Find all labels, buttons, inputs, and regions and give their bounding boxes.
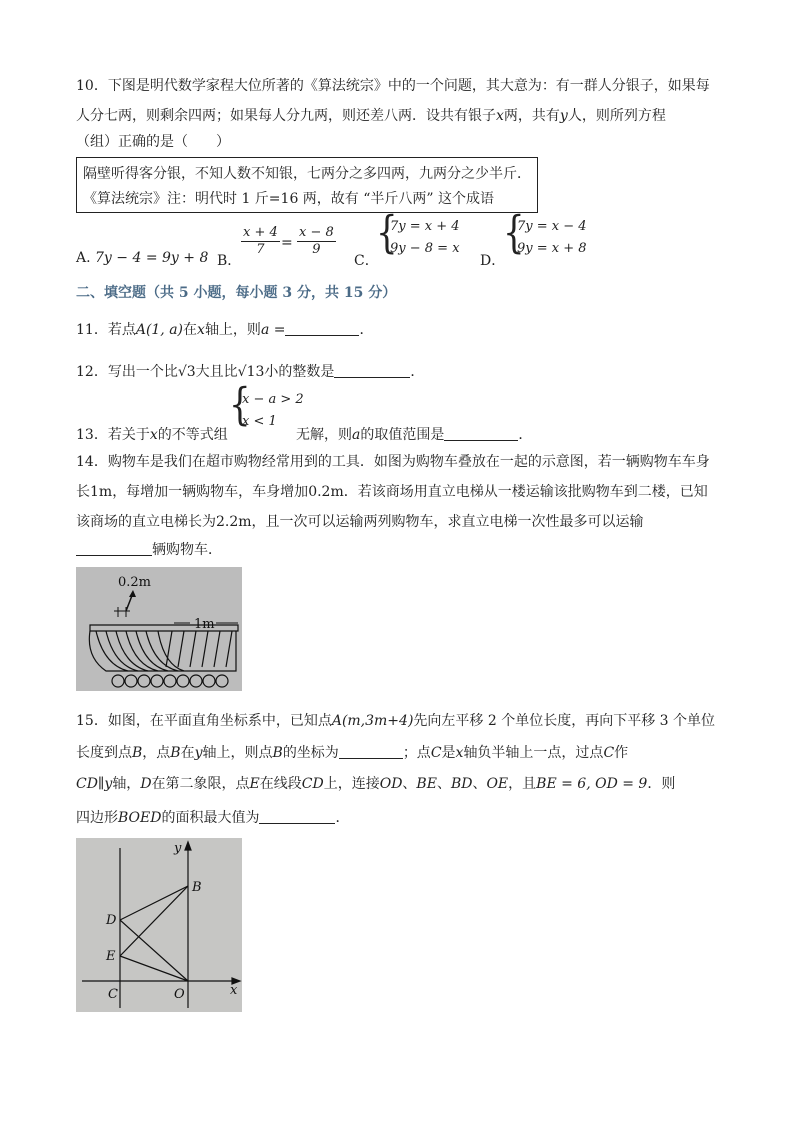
quote-line2: 《算法统宗》注：明代时 1 斤=16 两，故有 “半斤八两” 这个成语: [83, 191, 495, 207]
q15-E: E: [249, 776, 260, 792]
q13-system: [242, 389, 304, 433]
q15-l3a: CD∥y: [76, 776, 113, 792]
q15-BD: BD: [450, 776, 473, 792]
q15-cond: BE = 6, OD = 9: [536, 776, 648, 792]
option-c-eq1: 7y = x + 4: [390, 219, 460, 234]
q15-line4: [76, 808, 349, 828]
q13-b: 的不等式组: [157, 427, 228, 443]
frac1-num: x + 4: [243, 225, 278, 240]
q10-text-2a: 人分七两，则剩余四两；如果每人分九两，则还差八两．设共有银子: [76, 108, 496, 124]
q10-line2: [76, 106, 666, 126]
q12-answer-blank[interactable]: [334, 363, 410, 378]
q14-l3b: ，且一次可以运输两列购物车，求直立电梯一次性最多可以运输: [251, 514, 644, 530]
q14-v2: 0.2m: [308, 484, 344, 500]
q11-x: x: [197, 322, 205, 338]
q15-l2e: 的坐标为: [282, 745, 339, 761]
option-c-label: C．: [354, 253, 379, 269]
q13-a: [76, 424, 228, 444]
option-c-system: [390, 216, 460, 260]
option-d-eq1: 7y = x − 4: [517, 219, 587, 234]
q13-ineq2: x < 1: [242, 414, 277, 429]
option-b-label: B．: [217, 253, 242, 269]
q15-y: y: [194, 745, 203, 761]
q15-BOED: BOED: [118, 810, 162, 826]
q10-line1: 10．下图是明代数学家程大位所著的《算法统宗》中的一个问题，其大意为：有一群人分银子，如果每: [76, 78, 710, 94]
option-d-system: [517, 216, 587, 260]
q13-ineq1: x − a > 2: [242, 392, 304, 407]
q15-B1: B: [132, 745, 143, 761]
q11-point: A(1, a): [135, 322, 184, 338]
q15-line3: [76, 774, 675, 794]
q15-l3c: 在第二象限，点: [151, 776, 250, 792]
frac1-den: 7: [256, 242, 265, 257]
frac2-den: 9: [312, 242, 321, 257]
q15-B3: B: [272, 745, 283, 761]
q13-b-part: [296, 424, 532, 444]
q15-l2h: 轴负半轴上一点，过点: [463, 745, 604, 761]
q14-l4: 辆购物车．: [152, 542, 222, 558]
fig-label-0.2m: 0.2m: [118, 575, 152, 590]
q13-c: 无解，则: [296, 427, 352, 443]
q13-x: x: [149, 427, 158, 443]
q15-l1a: 15．如图，在平面直角坐标系中，已知点: [76, 713, 332, 729]
q15-BE: BE: [416, 776, 437, 792]
q11-answer-blank[interactable]: [285, 321, 359, 336]
fig-label-O: O: [174, 987, 185, 1002]
q15-l1b: 先向左平移 2 个单位长度，再向下平移 3 个单位: [413, 713, 716, 729]
q11-expr: a =: [260, 322, 286, 338]
option-d-eq2: 9y = x + 8: [517, 241, 587, 256]
q14-line4: [76, 540, 222, 560]
q14-l2b: ，每增加一辆购物车，车身增加: [112, 484, 309, 500]
q10-option-a: [76, 250, 208, 266]
q12-b: 大且比: [195, 364, 238, 380]
option-d-brace: {: [503, 207, 525, 259]
coordinate-svg: [76, 838, 242, 1012]
q15-l3g: 、: [436, 776, 451, 792]
q11-c: 轴上，则: [204, 322, 261, 338]
q14-line1: 14．购物车是我们在超市购物经常用到的工具．如图为购物车叠放在一起的示意图，若一辆购物车车身: [76, 454, 710, 470]
q14-line3: [76, 512, 644, 532]
fig-label-E: E: [106, 949, 116, 964]
fig-label-D: D: [106, 913, 117, 928]
q15-l3b: 轴，: [112, 776, 141, 792]
q15-l3h: 、: [472, 776, 487, 792]
q15-pointA: A(m,3m+4): [331, 713, 414, 729]
q14-v1: 1m: [90, 484, 113, 500]
q15-B2: B: [170, 745, 181, 761]
q15-line2: [76, 743, 628, 763]
q10-quote-box: [76, 157, 538, 213]
shopping-cart-svg: [76, 567, 242, 691]
q15-l3i: ，且: [508, 776, 537, 792]
q13-d: 的取值范围是: [360, 427, 445, 443]
q15-l3d: 在线段: [259, 776, 302, 792]
q15-l2b: ，点: [142, 745, 171, 761]
shopping-cart-figure: [76, 567, 242, 691]
q15-l3f: 、: [402, 776, 417, 792]
q11-end: ．: [359, 322, 374, 338]
q10-var-y: y: [559, 108, 568, 124]
q15-l2d: 轴上，则点: [202, 745, 273, 761]
q14-l3a: 该商场的直立电梯长为: [76, 514, 216, 530]
fig-label-C: C: [108, 987, 118, 1002]
q15-l4b: 的面积最大值为: [161, 810, 260, 826]
q13-var: a: [352, 427, 361, 443]
q11-a: 11．若点: [76, 322, 136, 338]
q13-a-text: 13．若关于: [76, 427, 150, 443]
option-c-eq2: 9y − 8 = x: [390, 241, 460, 256]
q15-l3j: ．则: [647, 776, 676, 792]
q15-C2: C: [603, 745, 615, 761]
q10-var-x: x: [496, 108, 504, 124]
q15-l3e: 上，连接: [323, 776, 380, 792]
fig-label-x: x: [230, 983, 238, 998]
option-d-label: D．: [480, 253, 506, 269]
q15-line1: [76, 711, 715, 731]
q13-end: ．: [518, 427, 533, 443]
fig-label-1m: 1m: [194, 617, 215, 632]
fig-label-B: B: [192, 880, 202, 895]
q12-root3: √3: [177, 364, 196, 380]
q15-coordinate-blank[interactable]: [339, 744, 403, 759]
q15-CD: CD: [301, 776, 324, 792]
option-c-brace: {: [376, 207, 398, 259]
q15-l2g: 是: [441, 745, 456, 761]
option-a-label: A.: [76, 250, 91, 266]
q15-D: D: [140, 776, 152, 792]
q15-area-blank[interactable]: [259, 809, 335, 824]
q15-x: x: [455, 745, 464, 761]
q15-l2i: 作: [614, 745, 629, 761]
q15-l2a: 长度到点: [76, 745, 132, 761]
q15-OD: OD: [379, 776, 403, 792]
q13-brace: {: [229, 379, 251, 431]
fig-label-y: y: [174, 841, 182, 856]
q11-b: 在: [183, 322, 198, 338]
quote-line1: 隔壁听得客分银，不知人数不知银，七两分之多四两，九两分之少半斤．: [83, 166, 531, 182]
option-b-equals: =: [281, 235, 293, 251]
q12-root13: √13: [237, 364, 265, 380]
q10-text-2b: 两，共有: [503, 108, 560, 124]
q15-C1: C: [430, 745, 442, 761]
option-b-frac2: [297, 225, 336, 258]
q14-line2: [76, 482, 708, 502]
coordinate-figure: [76, 838, 242, 1012]
q10-line3: （组）正确的是（ ）: [76, 134, 230, 150]
option-a-equation: 7y − 4 = 9y + 8: [95, 250, 209, 266]
q14-l2c: ．若该商场用直立电梯从一楼运输该批购物车到二楼，已知: [343, 484, 708, 500]
q15-l4a: 四边形: [76, 810, 118, 826]
q14-l2a: 长: [76, 484, 90, 500]
q15-l2c: 在: [180, 745, 195, 761]
q15-l2f: ；点: [402, 745, 431, 761]
q12-end: ．: [410, 364, 425, 380]
q12-c: 小的整数是: [264, 364, 335, 380]
q14-answer-blank[interactable]: [76, 541, 152, 556]
q15-end: ．: [335, 810, 350, 826]
q15-OE: OE: [486, 776, 509, 792]
q11: [76, 320, 373, 340]
section-heading-fill-in: 二、填空题（共 5 小题，每小题 3 分，共 15 分）: [76, 285, 397, 301]
q13-answer-blank[interactable]: [444, 426, 518, 441]
q14-v3: 2.2m: [216, 514, 252, 530]
q12-a: 12．写出一个比: [76, 364, 178, 380]
option-b-frac1: [241, 225, 280, 258]
q10-text-2c: 人，则所列方程: [567, 108, 666, 124]
frac2-num: x − 8: [299, 225, 334, 240]
